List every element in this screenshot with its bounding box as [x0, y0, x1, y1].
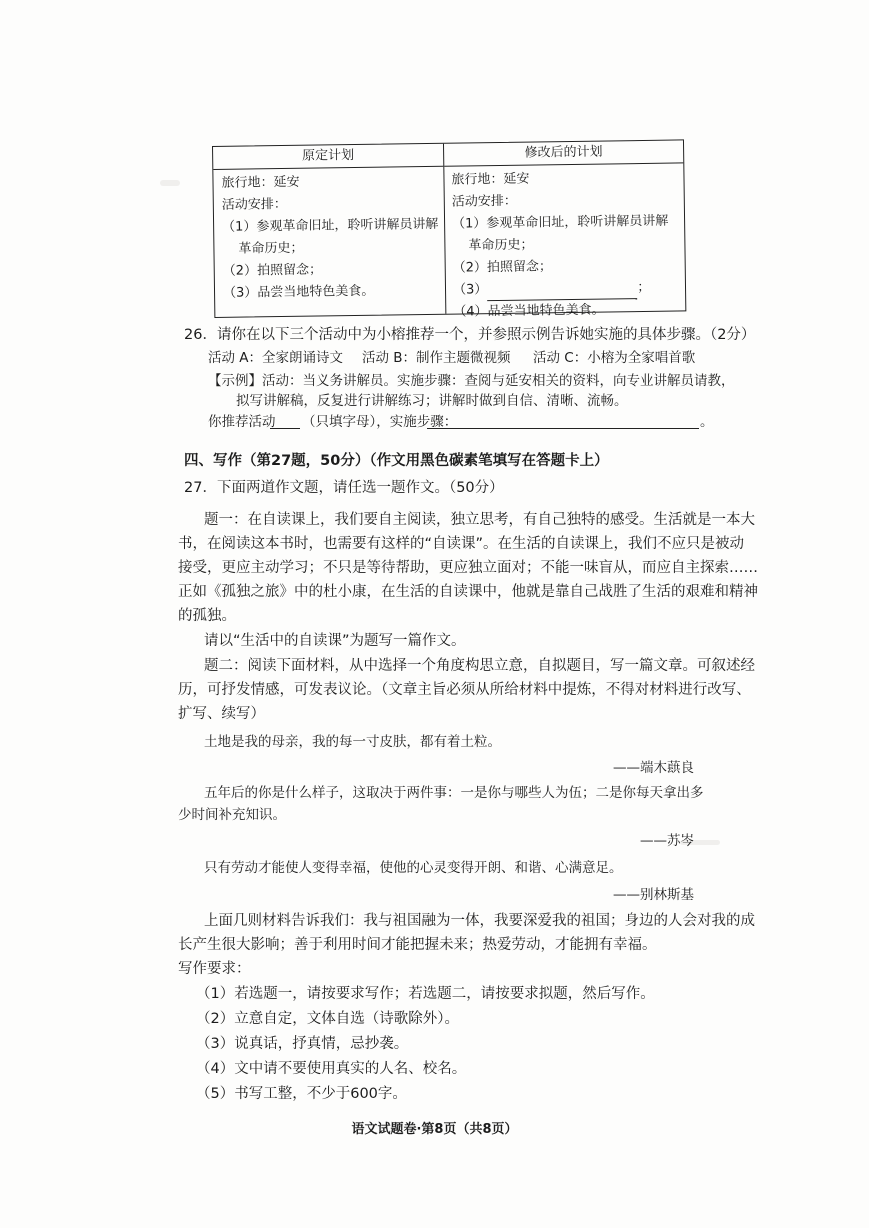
requirement-4: （4）文中请不要使用真实的人名、校名。 [196, 1061, 467, 1077]
q26-example-line-2: 拟写讲解稿，反复进行讲解练习；讲解时做到自信、清晰、流畅。 [236, 393, 628, 409]
materials-summary-2: 长产生很大影响；善于利用时间才能把握未来；热爱劳动，才能拥有幸福。 [178, 937, 657, 953]
original-arrangement: 活动安排： [221, 196, 287, 213]
requirement-1: （1）若选题一，请按要求写作；若选题二，请按要求拟题，然后写作。 [196, 986, 655, 1002]
plan-original-cell [221, 170, 439, 305]
blank-line [487, 284, 637, 301]
revised-item-3-blank[interactable]: （3） ； [453, 277, 670, 302]
topic1-line-4: 正如《孤独之旅》中的杜小康，在生活的自读课中，他就是靠自己战胜了生活的艰难和精神 [178, 584, 758, 600]
q26-example-line-1: 【示例】活动：当义务讲解员。实施步骤：查阅与延安相关的资料，向专业讲解员请教， [208, 373, 735, 389]
original-item-1: （1）参观革命旧址，聆听讲解员讲解 [222, 216, 439, 235]
revised-item-4: （4）品尝当地特色美食。 [453, 302, 605, 320]
page-footer: 语文试题卷·第8页（共8页） [351, 1122, 518, 1137]
plan-divider [443, 144, 446, 314]
quote-3-author: ——别林斯基 [613, 887, 694, 903]
scan-smudge [160, 180, 180, 186]
q26-letter-blank[interactable] [270, 428, 300, 429]
quote-2-line-2: 少时间补充知识。 [178, 807, 286, 823]
q26-steps-blank[interactable] [427, 428, 699, 429]
topic1-line-5: 的孤独。 [178, 608, 236, 624]
q26-activity-b: 活动 B：制作主题微视频 [362, 350, 511, 366]
revised-arrangement: 活动安排： [451, 193, 517, 210]
original-item-3: （3）品尝当地特色美食。 [222, 283, 375, 301]
q26-answer-mid: （只填字母），实施步骤： [302, 414, 458, 430]
quote-3: 只有劳动才能使人变得幸福，使他的心灵变得开朗、和谐、心满意足。 [204, 860, 623, 876]
requirement-2: （2）立意自定，文体自选（诗歌除外）。 [196, 1011, 459, 1027]
plan-table [212, 139, 686, 318]
quote-1: 土地是我的母亲，我的每一寸皮肤，都有着土粒。 [204, 734, 501, 750]
revised-item-2: （2）拍照留念； [452, 259, 553, 276]
requirement-3: （3）说真话，抒真情，忌抄袭。 [196, 1036, 409, 1052]
materials-summary-1: 上面几则材料告诉我们：我与祖国融为一体，我要深爱我的祖国；身边的人会对我的成 [204, 913, 755, 929]
requirement-5: （5）书写工整，不少于600字。 [196, 1086, 407, 1102]
revised-item-1-cont: 革命历史； [468, 237, 534, 254]
quote-2-author: ——苏岑 [640, 833, 694, 849]
topic2-line-2: 历，可抒发情感，可发表议论。（文章主旨必须从所给材料中提炼，不得对材料进行改写、 [178, 682, 751, 698]
q26-answer-end: 。 [700, 414, 714, 430]
quote-1-author: ——端木蕻良 [613, 760, 694, 776]
topic1-line-2: 书，在阅读这本书时，也需要有这样的“自读课”。在生活的自读课上，我们不应只是被动 [178, 536, 745, 552]
topic1-line-3: 接受，更应主动学习；不只是等待帮助，更应独立面对；不能一味盲从，而应自主探索…… [178, 560, 758, 576]
q26-prompt: 26．请你在以下三个活动中为小榕推荐一个，并参照示例告诉她实施的具体步骤。（2分） [184, 327, 756, 343]
original-item-1-cont: 革命历史； [238, 240, 304, 257]
revised-destination: 旅行地：延安 [451, 171, 530, 188]
q26-answer-prefix: 你推荐活动 [208, 414, 276, 430]
quote-2-line-1: 五年后的你是什么样子，这取决于两件事：一是你与哪些人为伍；二是你每天拿出多 [204, 785, 704, 801]
q26-activity-c: 活动 C：小榕为全家唱首歌 [533, 350, 696, 366]
topic2-line-1: 题二：阅读下面材料，从中选择一个角度构思立意，自拟题目，写一篇文章。可叙述经 [204, 658, 755, 674]
q27-prompt: 27．下面两道作文题，请任选一题作文。（50分） [184, 480, 504, 496]
q26-activity-a: 活动 A：全家朗诵诗文 [208, 350, 344, 366]
requirements-heading: 写作要求： [178, 961, 251, 977]
topic1-instruction: 请以“生活中的自读课”为题写一篇作文。 [204, 633, 466, 649]
plan-revised-cell [451, 167, 669, 324]
topic2-line-3: 扩写、续写） [178, 706, 265, 722]
original-item-2: （2）拍照留念； [222, 262, 323, 279]
topic1-line-1: 题一：在自读课上，我们要自主阅读，独立思考，有自己独特的感受。生活就是一本大 [204, 512, 755, 528]
plan-header-revised: 修改后的计划 [444, 140, 683, 166]
original-destination: 旅行地：延安 [221, 174, 300, 191]
section-4-heading: 四、写作（第27题，50分）（作文用黑色碳素笔填写在答题卡上） [184, 453, 609, 469]
revised-item-1: （1）参观革命旧址，聆听讲解员讲解 [452, 213, 669, 232]
plan-header-original: 原定计划 [213, 144, 443, 170]
